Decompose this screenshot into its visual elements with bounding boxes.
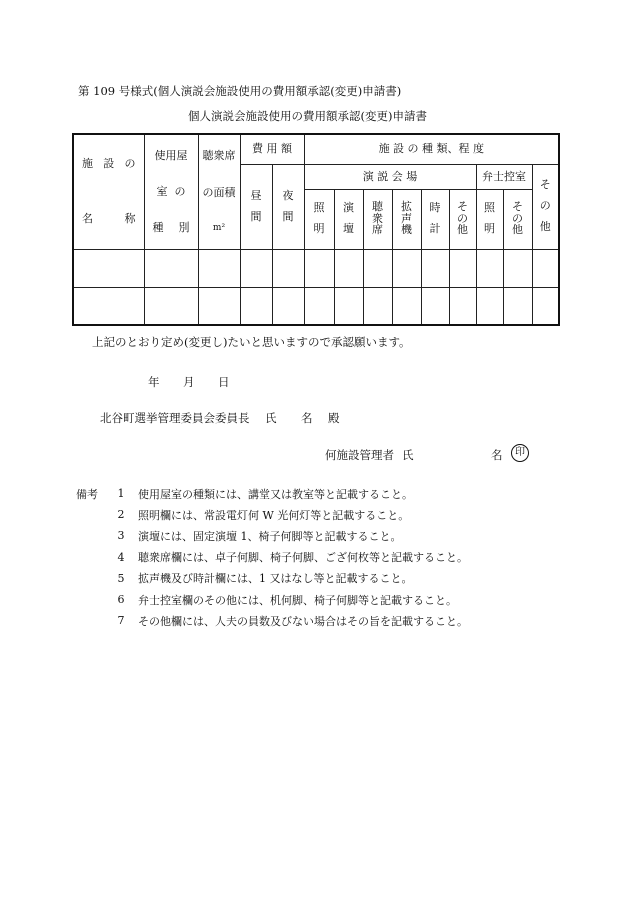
- header-hall-clock: 時 計: [421, 189, 449, 249]
- header-waiting-other: そ の 他: [503, 189, 532, 249]
- note-number: 5: [117, 571, 125, 585]
- header-hall: 演 説 会 場: [304, 164, 476, 189]
- date-year: 年: [148, 375, 160, 389]
- addressee-org: 北谷町選挙管理委員会委員長: [100, 411, 250, 425]
- request-statement: 上記のとおり定め(変更し)たいと思いますので承認願います。: [92, 335, 411, 349]
- note-number: 4: [117, 550, 125, 564]
- header-facility-name: 施 設 の 名 称: [73, 134, 144, 249]
- header-waiting-lighting: 照 明: [476, 189, 503, 249]
- manager-mei: 名: [491, 448, 503, 462]
- seal-mark: 印: [511, 444, 529, 462]
- header-night: 夜 間: [272, 164, 304, 249]
- header-audience-area: 聴衆席 の面積 m²: [198, 134, 240, 249]
- note-number: 1: [117, 487, 125, 501]
- manager-shi: 氏: [402, 448, 414, 462]
- note-text: 聴衆席欄には、卓子何脚、椅子何脚、ござ何枚等と記載すること。: [138, 551, 468, 565]
- date-day: 日: [218, 375, 230, 389]
- header-facility-kind: 施 設 の 種 類、程 度: [304, 134, 559, 164]
- note-text: 使用屋室の種類には、講堂又は教室等と記載すること。: [138, 487, 413, 501]
- header-day: 昼 間: [240, 164, 272, 249]
- note-number: 2: [117, 508, 125, 522]
- header-other: そ の 他: [532, 164, 559, 249]
- manager-label: 何施設管理者: [325, 448, 394, 462]
- addressee-honorific: 殿: [328, 411, 340, 425]
- header-hall-other: そ の 他: [449, 189, 476, 249]
- date-month: 月: [183, 375, 195, 389]
- header-hall-podium: 演 壇: [334, 189, 363, 249]
- note-text: 拡声機及び時計欄には、1 又はなし等と記載すること。: [138, 572, 413, 586]
- table-row: [73, 287, 559, 325]
- note-text: その他欄には、人夫の員数及びない場合はその旨を記載すること。: [138, 614, 468, 628]
- header-cost: 費 用 額: [240, 134, 304, 164]
- header-room-type: 使用屋 室 の 種 別: [144, 134, 198, 249]
- header-waiting-room: 弁士控室: [476, 164, 532, 189]
- notes-section: [76, 483, 468, 631]
- application-table: [72, 133, 560, 326]
- header-hall-lighting: 照 明: [304, 189, 334, 249]
- notes-heading: 備考: [76, 487, 98, 501]
- note-number: 6: [117, 593, 125, 607]
- table-row: [73, 249, 559, 287]
- form-number: 第 109 号様式(個人演説会施設使用の費用額承認(変更)申請書): [78, 84, 402, 98]
- note-text: 演壇には、固定演壇 1、椅子何脚等と記載すること。: [138, 529, 402, 543]
- note-number: 3: [117, 529, 125, 543]
- header-hall-seats: 聴 衆 席: [363, 189, 392, 249]
- header-hall-loudspeaker: 拡 声 機: [392, 189, 421, 249]
- addressee-shi: 氏: [265, 411, 277, 425]
- note-text: 照明欄には、常設電灯何 W 光何灯等と記載すること。: [138, 508, 410, 522]
- addressee-mei: 名: [301, 411, 313, 425]
- note-text: 弁士控室欄のその他には、机何脚、椅子何脚等と記載すること。: [138, 593, 457, 607]
- document-title: 個人演説会施設使用の費用額承認(変更)申請書: [188, 109, 427, 123]
- note-number: 7: [117, 614, 125, 628]
